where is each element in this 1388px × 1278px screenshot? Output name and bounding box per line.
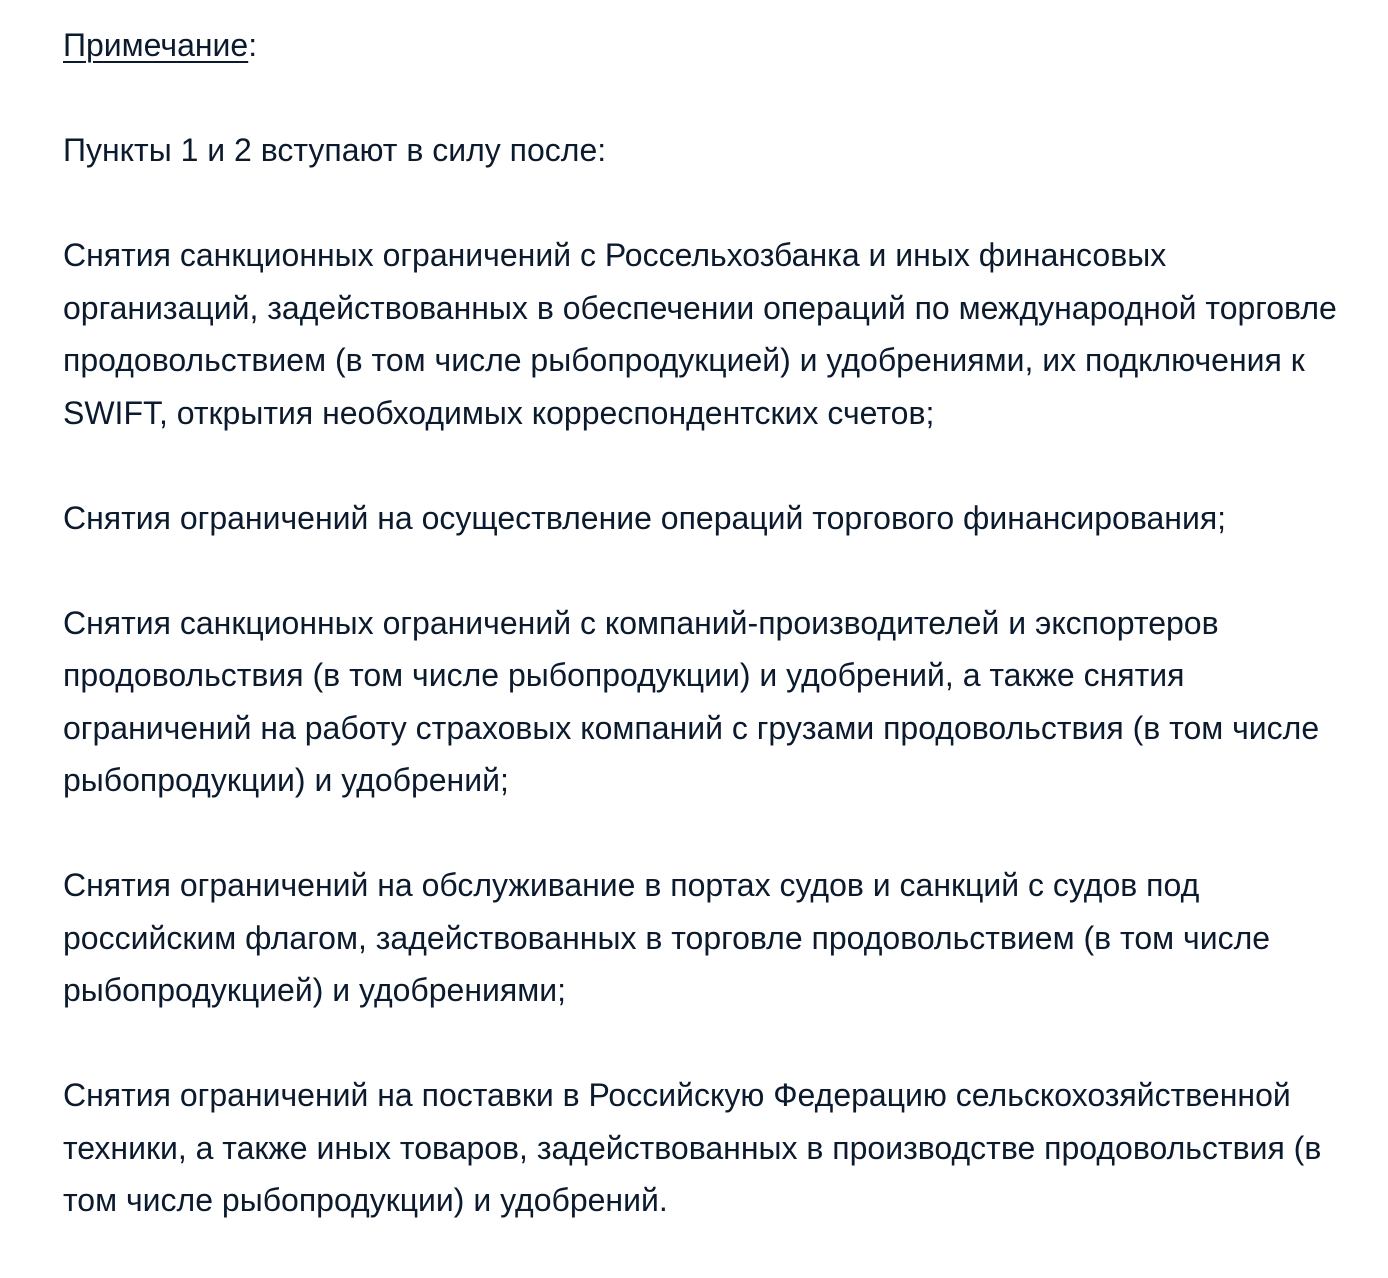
note-label: Примечание bbox=[63, 27, 249, 63]
note-heading bbox=[63, 19, 1363, 72]
condition-paragraph-5: Снятия ограничений на поставки в Российскую Федерацию сельскохозяйственной техники, а также иных товаров, задействованных в производстве продовольствия (в том числе рыбопродукции) и удобрений. bbox=[63, 1077, 1322, 1218]
condition-paragraph-4: Снятия ограничений на обслуживание в портах судов и санкций с судов под российским флагом, задействованных в торговле продовольствием (в том числе рыбопродукцией) и удобрениями; bbox=[63, 867, 1271, 1008]
intro-paragraph: Пункты 1 и 2 вступают в силу после: bbox=[63, 132, 607, 168]
note-colon: : bbox=[248, 27, 258, 63]
condition-paragraph-2: Снятия ограничений на осуществление операций торгового финансирования; bbox=[63, 499, 1227, 536]
condition-paragraph-3: Снятия санкционных ограничений с компаний-производителей и экспортеров продовольствия (в том числе рыбопродукции) и удобрений, а также снятия ограничений на работу страховых компаний с грузами продовольствия (в том числе рыбопродукции) и удобрений; bbox=[63, 604, 1320, 798]
document-body bbox=[63, 19, 1363, 1227]
condition-paragraph-1: Снятия санкционных ограничений с Россельхозбанка и иных финансовых организаций, задействованных в обеспечении операций по международной торговле продовольствием (в том числе рыбопродукцией) и удобрениями, их подключения к SWIFT, открытия необходимых корреспондентских счетов; bbox=[63, 237, 1337, 431]
